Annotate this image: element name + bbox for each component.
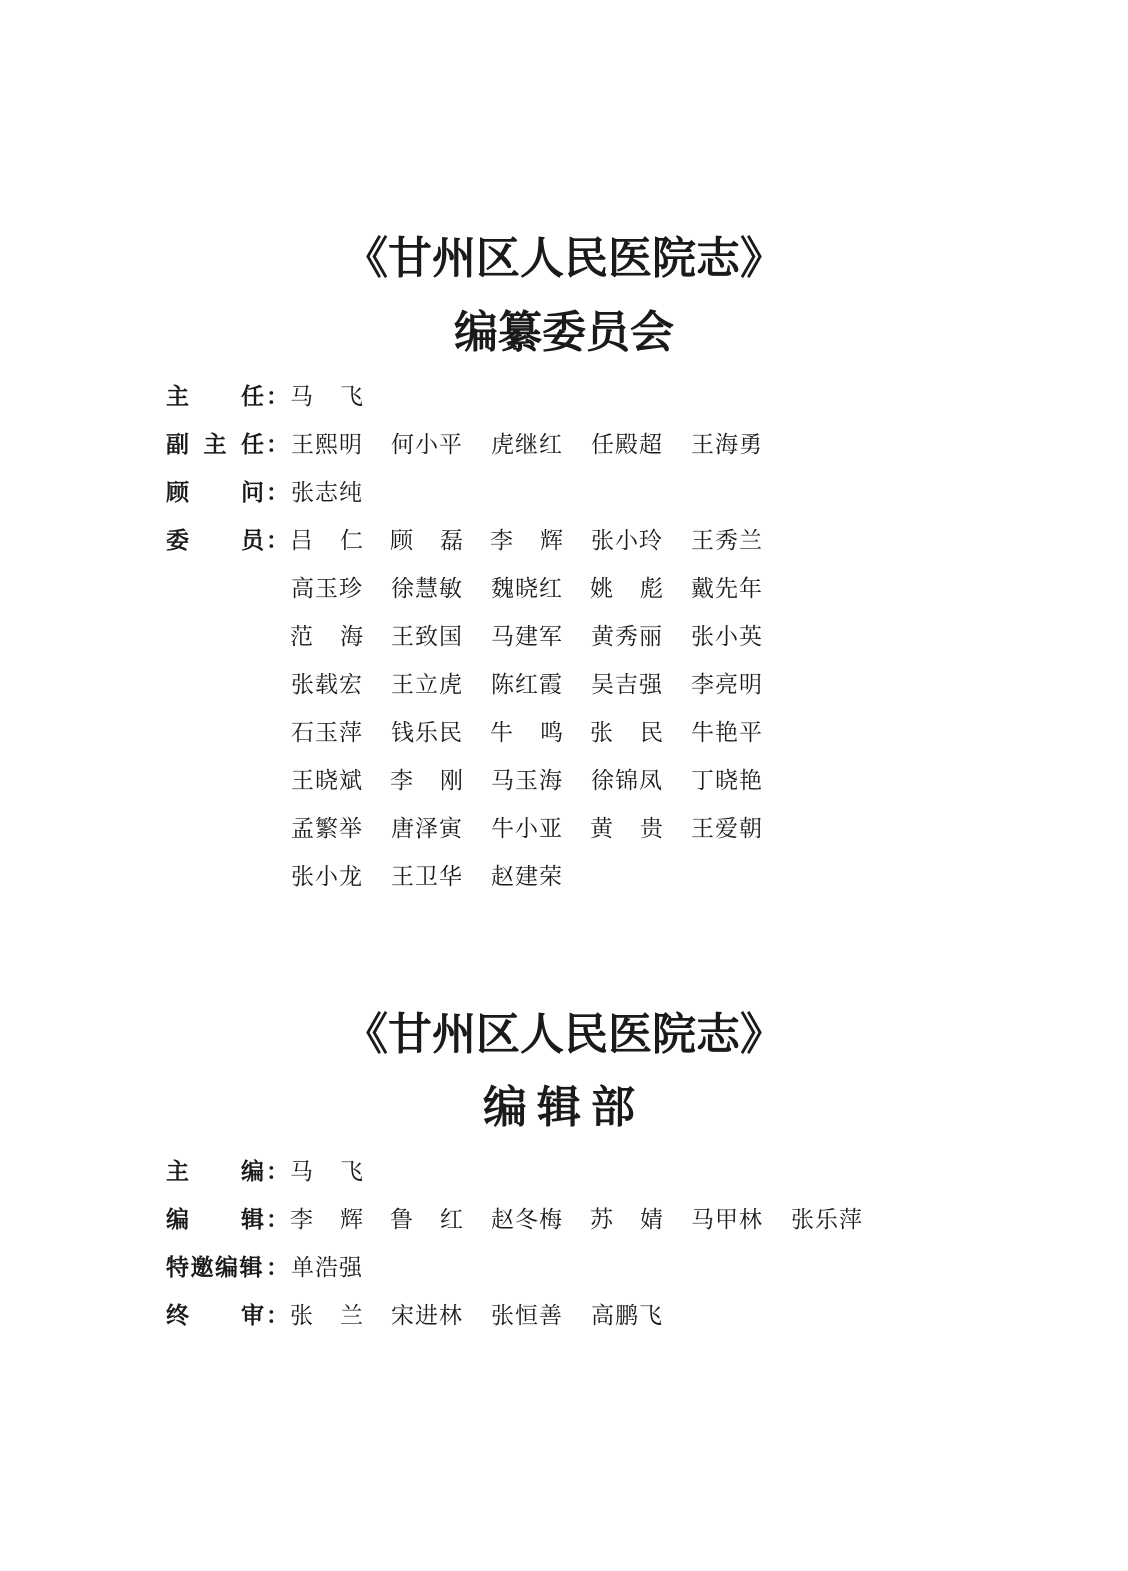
editorial-subtitle: 编辑部 [483,1082,645,1133]
committee-subtitle: 编纂委员会 [454,307,674,358]
committee-title: 《甘州区人民医院志》 [344,233,784,284]
editorial-title: 《甘州区人民医院志》 [344,1009,784,1060]
